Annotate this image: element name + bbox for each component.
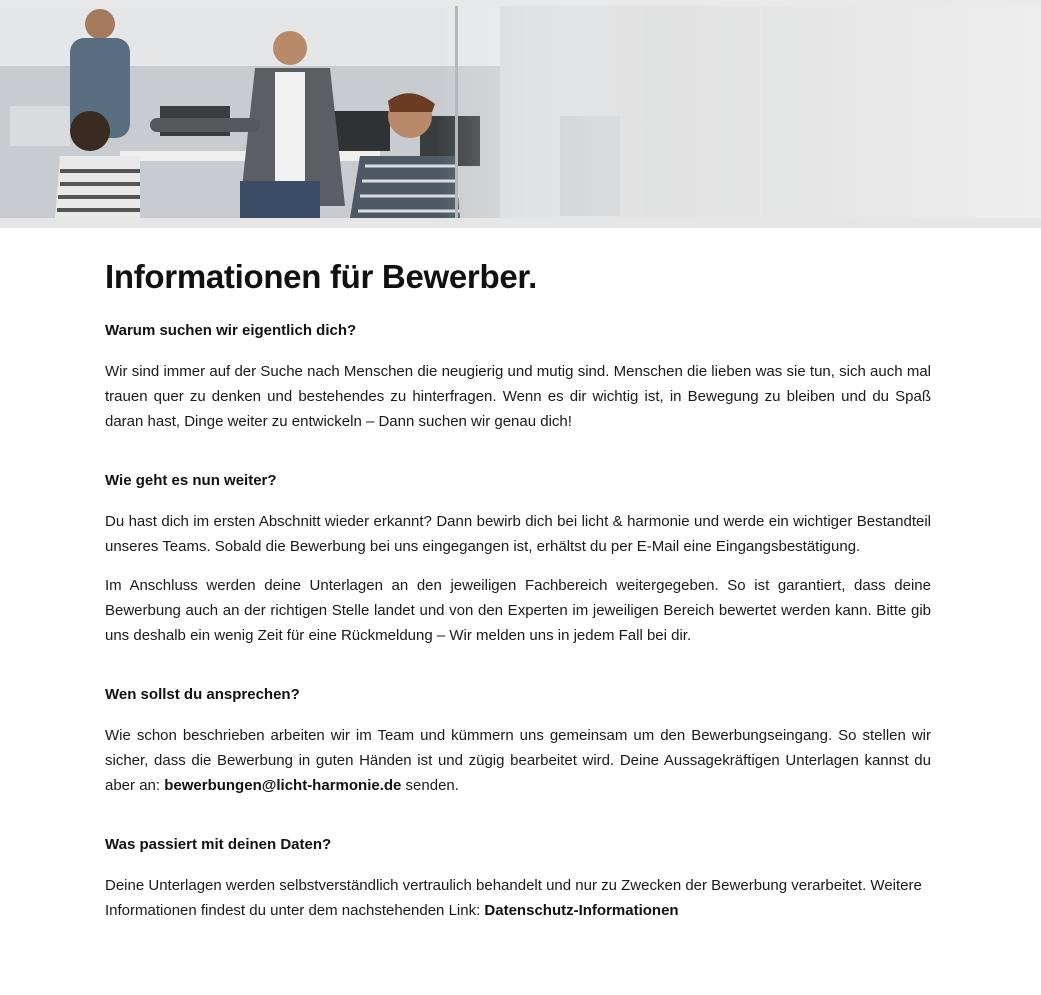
contact-text-before: Wie schon beschrieben arbeiten wir im Team und kümmern uns gemeinsam um den Bewerbungseingang. So stellen wir sicher, dass die Bewerbung in guten Händen ist und zügig bearbeitet wird. Deine Aussagekräftigen Unterlagen kannst du aber an:: [105, 727, 931, 794]
section-why-you: [105, 322, 931, 434]
section-heading: Wen sollst du ansprechen?: [105, 686, 300, 703]
page-title: Informationen für Bewerber.: [105, 258, 537, 295]
section-paragraph: Wir sind immer auf der Suche nach Menschen die neugierig und mutig sind. Menschen die lieben was sie tun, sich auch mal trauen quer zu denken und bestehendes zu hinterfragen. Wenn es dir wichtig ist, in Bewegung zu bleiben und du Spaß daran hast, Dinge weiter zu entwickeln – Dann suchen wir genau dich!: [105, 363, 931, 430]
privacy-info-link[interactable]: Datenschutz-Informationen: [484, 902, 679, 919]
section-paragraph: Du hast dich im ersten Abschnitt wieder erkannt? Dann bewirb dich bei licht & harmonie und werde ein wichtiger Bestandteil unseres Teams. Sobald die Bewerbung bei uns eingegangen ist, erhältst du per E-Mail eine Eingangsbestätigung.: [105, 513, 931, 555]
section-contact: [105, 686, 931, 798]
email-address-link[interactable]: bewerbungen@licht-harmonie.de: [164, 777, 402, 794]
section-paragraph: [105, 873, 931, 923]
hero-bottom-band: [0, 218, 1041, 228]
section-paragraph: Im Anschluss werden deine Unterlagen an den jeweiligen Fachbereich weitergegeben. So ist garantiert, dass deine Bewerbung auch an der richtigen Stelle landet und von den Experten im jeweiligen Bereich bewertet werden kann. Bitte gib uns deshalb ein wenig Zeit für eine Rückmeldung – Wir melden uns in jedem Fall bei dir.: [105, 577, 931, 644]
hero-office-image: [0, 6, 1041, 218]
main-content: [105, 258, 931, 961]
privacy-text: Deine Unterlagen werden selbstverständlich vertraulich behandelt und nur zu Zwecken der Bewerbung verarbeitet. Weitere Informationen findest du unter dem nachstehenden Link:: [105, 877, 922, 919]
section-data-privacy: [105, 836, 931, 923]
section-heading: Was passiert mit deinen Daten?: [105, 836, 332, 853]
section-heading: Warum suchen wir eigentlich dich?: [105, 322, 357, 339]
section-next-steps: [105, 472, 931, 648]
section-paragraph: [105, 723, 931, 798]
section-heading: Wie geht es nun weiter?: [105, 472, 277, 489]
hero-banner: [0, 6, 1041, 218]
contact-text-after: senden.: [401, 777, 459, 794]
